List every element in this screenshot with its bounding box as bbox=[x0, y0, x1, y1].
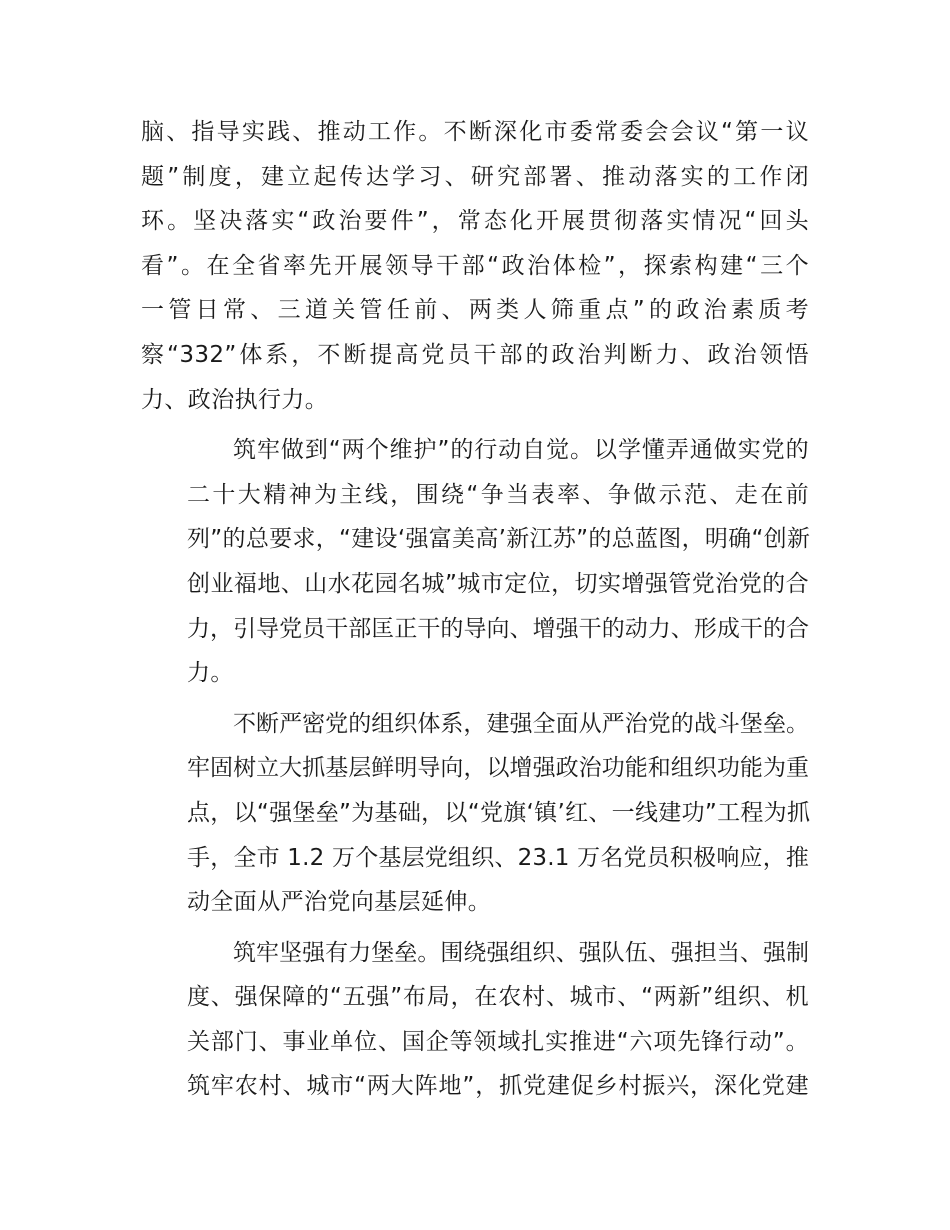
text-line: 关部门、事业单位、国企等领域扎实推进“六项先锋行动”。 bbox=[187, 1028, 809, 1055]
paragraph-1 bbox=[141, 110, 809, 422]
text-line: 筑牢农村、城市“两大阵地”，抓党建促乡村振兴，深化党建 bbox=[187, 1073, 809, 1100]
text-line: 看”。在全省率先开展领导干部“政治体检”，探索构建“三个 bbox=[141, 252, 809, 279]
text-line: 不断严密党的组织体系，建强全面从严治党的战斗堡垒。 bbox=[233, 710, 809, 737]
text-line: 力，引导党员干部匡正干的导向、增强干的动力、形成干的合 bbox=[187, 615, 809, 642]
text-line: 筑牢坚强有力堡垒。围绕强组织、强队伍、强担当、强制 bbox=[233, 939, 809, 966]
document-body bbox=[141, 110, 809, 1109]
paragraph-4 bbox=[141, 931, 809, 1109]
text-line: 创业福地、山水花园名城”城市定位，切实增强管党治党的合 bbox=[187, 570, 809, 597]
text-line: 度、强保障的“五强”布局，在农村、城市、“两新”组织、机 bbox=[187, 984, 809, 1011]
text-line: 二十大精神为主线，围绕“争当表率、争做示范、走在前 bbox=[187, 481, 809, 508]
text-line: 列”的总要求，“建设‘强富美高’新江苏”的总蓝图，明确“创新 bbox=[187, 526, 811, 553]
text-line: 察“332”体系，不断提高党员干部的政治判断力、政治领悟 bbox=[141, 341, 809, 368]
text-line: 一管日常、三道关管任前、两类人筛重点”的政治素质考 bbox=[141, 297, 809, 324]
text-line: 手，全市 1.2 万个基层党组织、23.1 万名党员积极响应，推 bbox=[187, 844, 810, 871]
text-line: 脑、指导实践、推动工作。不断深化市委常委会会议“第一议 bbox=[141, 119, 809, 145]
text-line: 题”制度，建立起传达学习、研究部署、推动落实的工作闭 bbox=[141, 163, 809, 190]
text-line: 动全面从严治党向基层延伸。 bbox=[187, 889, 492, 916]
text-line: 力、政治执行力。 bbox=[141, 386, 329, 413]
text-line: 环。坚决落实“政治要件”，常态化开展贯彻落实情况“回头 bbox=[141, 208, 809, 235]
paragraph-2 bbox=[141, 428, 809, 696]
text-line: 点，以“强堡垒”为基础，以“党旗‘镇’红、一线建功”工程为抓 bbox=[187, 799, 811, 826]
text-line: 力。 bbox=[187, 660, 234, 687]
text-line: 筑牢做到“两个维护”的行动自觉。以学懂弄通做实党的 bbox=[233, 437, 809, 464]
text-line: 牢固树立大抓基层鲜明导向，以增强政治功能和组织功能为重 bbox=[187, 755, 809, 782]
paragraph-3 bbox=[141, 702, 809, 925]
